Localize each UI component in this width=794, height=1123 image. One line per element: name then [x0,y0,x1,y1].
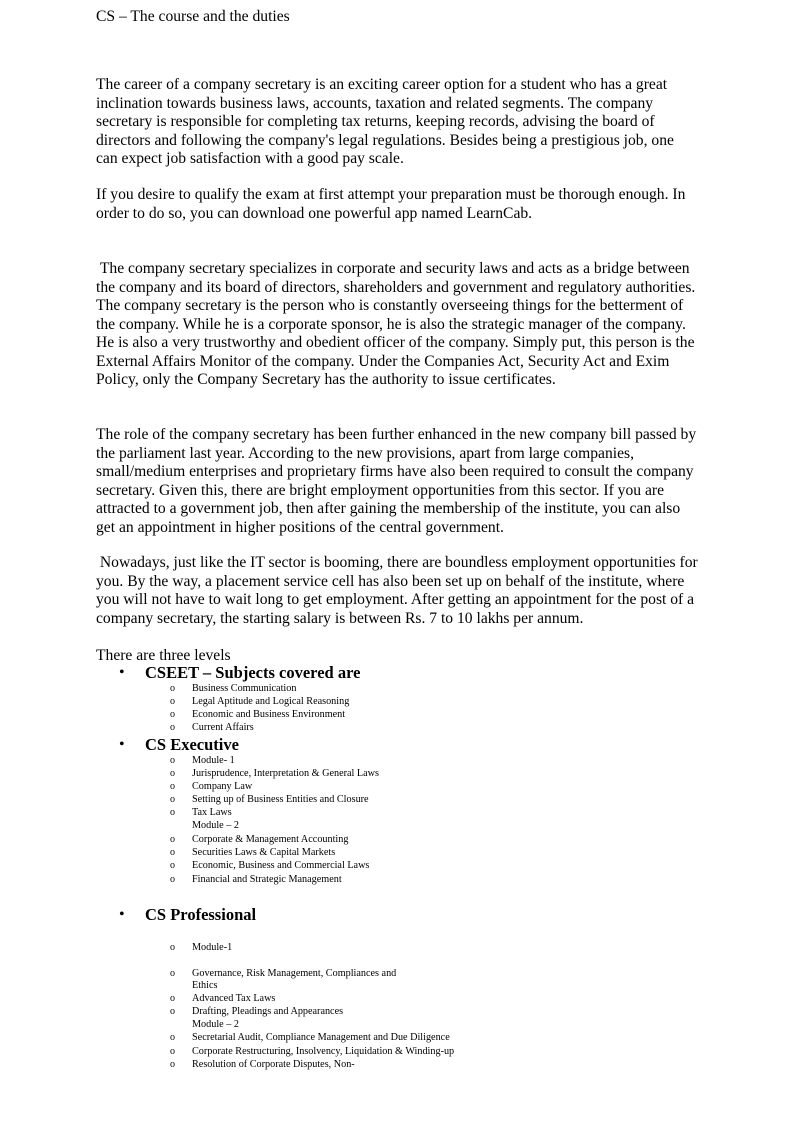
subject-label: Financial and Strategic Management [192,874,342,885]
circle-bullet-icon: o [170,1046,175,1057]
subject-label: Drafting, Pleadings and Appearances [192,1006,344,1017]
level-heading: CS Professional [145,905,257,924]
paragraph: The role of the company secretary has been further enhanced in the new company bill passed by the parliament last year. According to the new provisions, apart from large companies, small/medium enterprises and proprietary firms have also been required to consult the company secretary. Given this, there are bright employment opportunities from this sector. If you are attracted to a government job, then after gaining the membership of the institute, you can also get an appointment in higher positions of the central government. [96,426,697,536]
subject-label: Business Communication [192,683,297,694]
subject-label: Module-1 [192,942,233,953]
subject-label: Tax Laws [192,807,232,818]
subject-label: Secretarial Audit, Compliance Management and Due Diligence [192,1032,450,1043]
subject-item [170,807,232,820]
subject-label: Jurisprudence, Interpretation & General Laws [192,768,379,779]
circle-bullet-icon: o [170,683,175,694]
circle-bullet-icon: o [170,847,175,858]
circle-bullet-icon: o [170,794,175,805]
subject-label: Governance, Risk Management, Compliances and [192,968,397,979]
subject-label: Setting up of Business Entities and Closure [192,794,369,805]
subject-item [170,993,276,1006]
subject-item [170,755,235,768]
subject-item [170,874,342,887]
subject-item [170,722,254,735]
subject-item [170,1006,344,1019]
subject-label: Ethics [192,980,218,991]
level-heading: CS Executive [145,735,239,754]
paragraph: Nowadays, just like the IT sector is booming, there are boundless employment opportunities for you. By the way, a placement service cell has also been set up on behalf of the institute, where you will not have to wait long to get employment. After getting an appointment for the post of a company secretary, the starting salary is between Rs. 7 to 10 lakhs per annum. [96,554,698,627]
subject-item [170,942,233,955]
bullet-icon: • [119,664,125,681]
subject-item [170,860,370,873]
document-title: CS – The course and the duties [96,8,290,25]
circle-bullet-icon: o [170,696,175,707]
subject-item [170,1059,355,1072]
subject-item [170,781,253,794]
subject-item [170,968,397,981]
subject-item [170,794,369,807]
paragraph: The company secretary specializes in corporate and security laws and acts as a bridge between the company and its board of directors, shareholders and government and regulatory authorities. The company secretary is the person who is constantly overseeing things for the betterment of the company. While he is a corporate sponsor, he is also the strategic manager of the company. He is also a very trustworthy and obedient officer of the company. Simply put, this person is the External Affairs Monitor of the company. Under the Companies Act, Security Act and Exim Policy, only the Company Secretary has the authority to issue certificates. [96,260,696,388]
subject-label: Advanced Tax Laws [192,993,276,1004]
subject-label: Company Law [192,781,253,792]
subject-label: Module – 2 [192,820,239,831]
circle-bullet-icon: o [170,768,175,779]
subject-item [170,847,336,860]
circle-bullet-icon: o [170,1006,175,1017]
circle-bullet-icon: o [170,860,175,871]
subject-item [170,834,349,847]
circle-bullet-icon: o [170,722,175,733]
circle-bullet-icon: o [170,755,175,766]
paragraph: If you desire to qualify the exam at first attempt your preparation must be thorough enough. In order to do so, you can download one powerful app named LearnCab. [96,186,686,222]
subject-label: Module – 2 [192,1019,239,1030]
level-heading: CSEET – Subjects covered are [145,663,361,682]
subject-label: Module- 1 [192,755,235,766]
circle-bullet-icon: o [170,942,175,953]
subject-label: Resolution of Corporate Disputes, Non- [192,1059,355,1070]
subject-label: Economic and Business Environment [192,709,346,720]
subject-label: Corporate Restructuring, Insolvency, Liquidation & Winding-up [192,1046,455,1057]
subject-item [170,1032,450,1045]
circle-bullet-icon: o [170,993,175,1004]
subject-item [192,980,217,993]
subject-item [192,1019,239,1032]
circle-bullet-icon: o [170,968,175,979]
paragraph: The career of a company secretary is an exciting career option for a student who has a great inclination towards business laws, accounts, taxation and related segments. The company secretary is responsible for completing tax returns, keeping records, advising the board of directors and following the company's legal regulations. Besides being a prestigious job, one can expect job satisfaction with a good pay scale. [96,76,674,167]
bullet-icon: • [119,736,125,753]
subject-item [170,683,297,696]
circle-bullet-icon: o [170,709,175,720]
subject-label: Corporate & Management Accounting [192,834,349,845]
subject-label: Securities Laws & Capital Markets [192,847,336,858]
subject-label: Economic, Business and Commercial Laws [192,860,370,871]
subject-item [170,709,346,722]
bullet-icon: • [119,906,125,923]
subject-label: Legal Aptitude and Logical Reasoning [192,696,350,707]
levels-intro: There are three levels [96,647,231,664]
circle-bullet-icon: o [170,1032,175,1043]
circle-bullet-icon: o [170,834,175,845]
subject-label: Current Affairs [192,722,254,733]
subject-item [170,1046,455,1059]
subject-item [192,820,239,833]
subject-item [170,768,379,781]
subject-item [170,696,350,709]
circle-bullet-icon: o [170,781,175,792]
circle-bullet-icon: o [170,874,175,885]
circle-bullet-icon: o [170,807,175,818]
circle-bullet-icon: o [170,1059,175,1070]
